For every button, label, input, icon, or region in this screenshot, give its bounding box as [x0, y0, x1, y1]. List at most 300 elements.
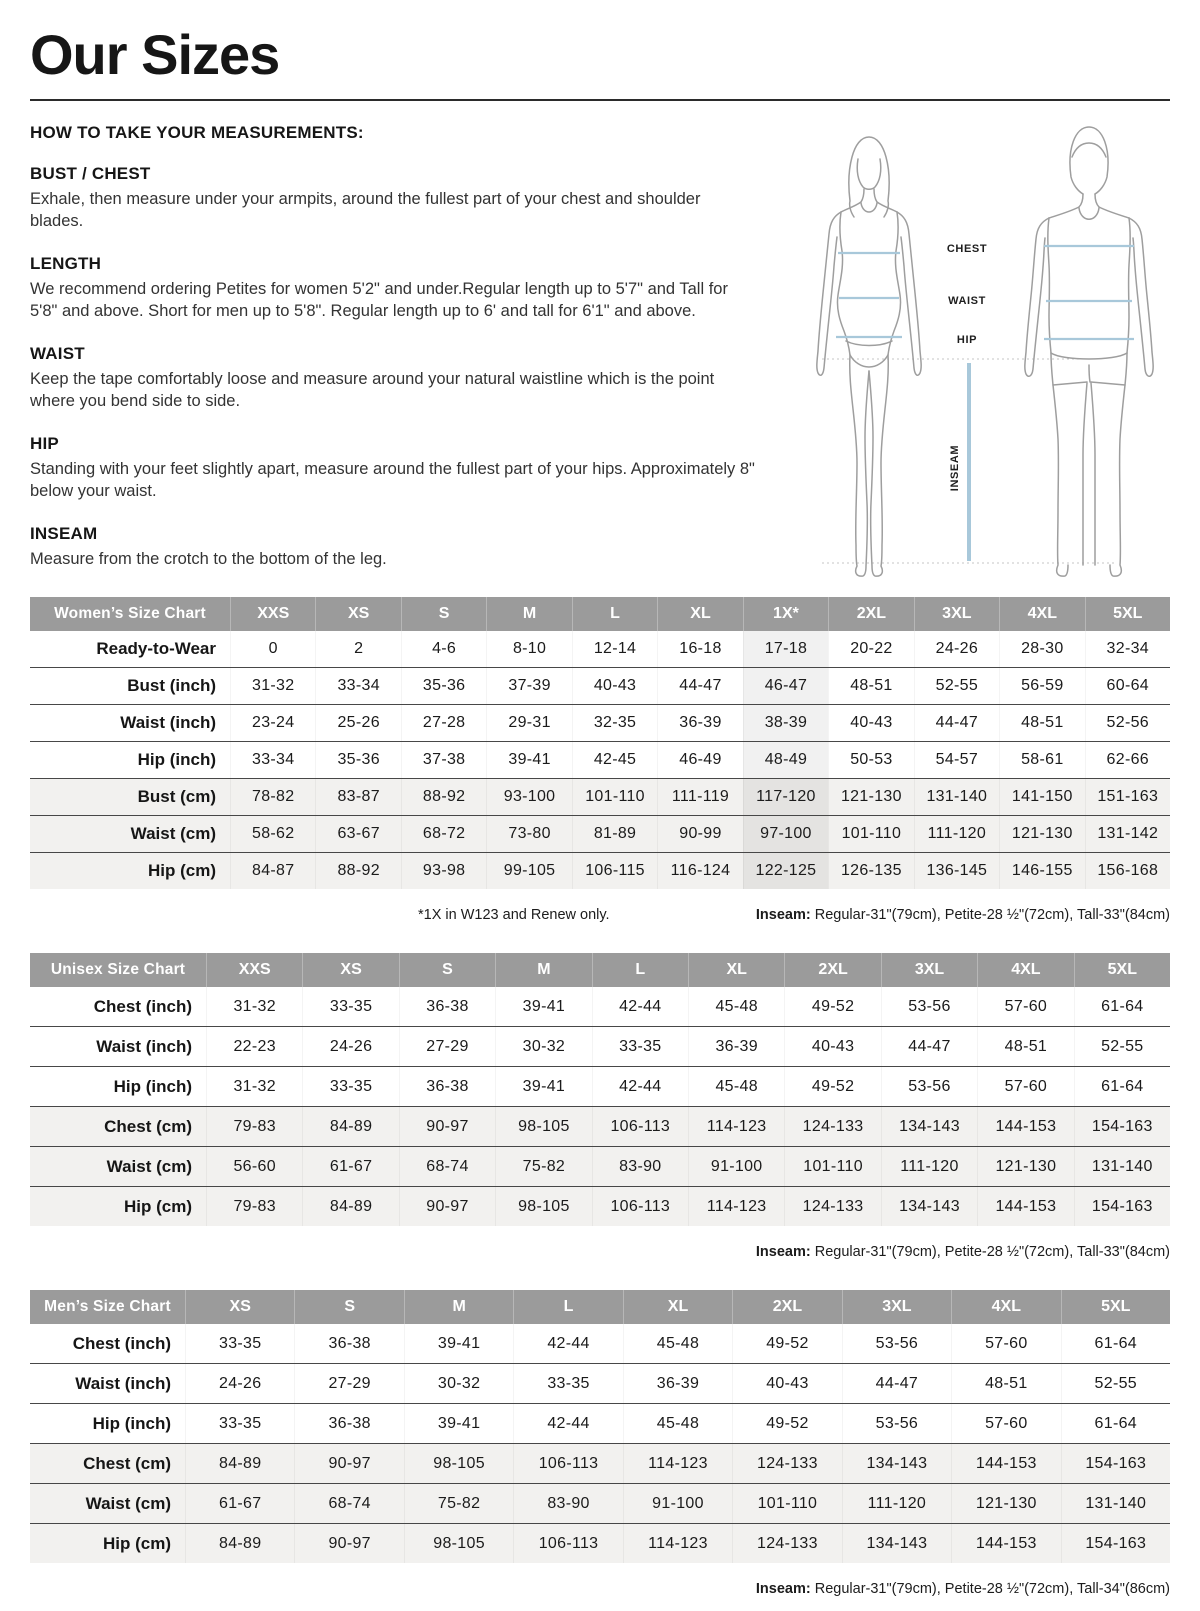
- row-label: Waist (inch): [120, 713, 216, 733]
- size-table-unisex: [30, 953, 1170, 1226]
- size-cell: 131-140: [1061, 1484, 1170, 1523]
- size-cell: 39-41: [495, 987, 591, 1026]
- column-header: XL: [623, 1290, 732, 1324]
- size-cell: 60-64: [1085, 668, 1170, 704]
- size-cell: 57-60: [951, 1324, 1060, 1363]
- size-cell: 44-47: [881, 1027, 977, 1066]
- column-header: XXS: [206, 953, 302, 987]
- size-cell: 35-36: [315, 742, 400, 778]
- size-cell: 40-43: [572, 668, 657, 704]
- size-cell: 61-64: [1061, 1404, 1170, 1443]
- size-cell: 24-26: [185, 1364, 294, 1403]
- size-cell: 121-130: [999, 816, 1084, 852]
- size-cell: 106-113: [592, 1107, 688, 1146]
- size-cell: 48-51: [828, 668, 913, 704]
- row-label: Ready-to-Wear: [96, 639, 216, 659]
- size-cell: 39-41: [404, 1404, 513, 1443]
- size-cell: 136-145: [914, 853, 999, 889]
- column-header: XS: [315, 597, 400, 631]
- size-cell: 93-100: [486, 779, 571, 815]
- table-header-row: [30, 953, 1170, 987]
- table-row: [30, 667, 1170, 704]
- size-cell: 0: [230, 631, 315, 667]
- size-cell: 78-82: [230, 779, 315, 815]
- size-cell: 49-52: [784, 1067, 880, 1106]
- size-table-mens: [30, 1290, 1170, 1563]
- inseam-footnote-label: Inseam:: [755, 1581, 811, 1598]
- size-table-womens: [30, 597, 1170, 889]
- size-cell: 124-133: [784, 1187, 880, 1226]
- size-cell: 33-35: [592, 1027, 688, 1066]
- column-header: M: [404, 1290, 513, 1324]
- size-cell: 154-163: [1074, 1187, 1170, 1226]
- table-row: [30, 1066, 1170, 1106]
- mens-table-footnotes: [30, 1581, 1170, 1597]
- size-cell: 57-60: [977, 1067, 1073, 1106]
- size-cell: 45-48: [623, 1404, 732, 1443]
- size-cell: 88-92: [315, 853, 400, 889]
- size-cell: 111-120: [842, 1484, 951, 1523]
- size-cell: 134-143: [842, 1524, 951, 1563]
- size-cell: 101-110: [784, 1147, 880, 1186]
- female-figure-outline: [817, 137, 921, 576]
- row-label: Bust (inch): [127, 676, 216, 696]
- row-label: Chest (cm): [83, 1453, 171, 1473]
- size-cell: 101-110: [828, 816, 913, 852]
- table-title: Women’s Size Chart: [54, 605, 206, 623]
- table-row: [30, 1443, 1170, 1483]
- womens-table-footnotes: [30, 907, 1170, 923]
- size-cell: 37-39: [486, 668, 571, 704]
- table-header-row: [30, 1290, 1170, 1324]
- size-cell: 40-43: [784, 1027, 880, 1066]
- size-cell: 79-83: [206, 1187, 302, 1226]
- size-cell: 98-105: [495, 1107, 591, 1146]
- section-inseam: [30, 524, 758, 571]
- size-cell: 144-153: [977, 1187, 1073, 1226]
- size-cell: 61-64: [1061, 1324, 1170, 1363]
- size-cell: 90-97: [294, 1524, 403, 1563]
- size-cell: 62-66: [1085, 742, 1170, 778]
- column-header: XS: [302, 953, 398, 987]
- size-cell: 124-133: [732, 1444, 841, 1483]
- size-cell: 61-64: [1074, 987, 1170, 1026]
- row-label: Hip (inch): [137, 750, 216, 770]
- size-cell: 121-130: [977, 1147, 1073, 1186]
- size-cell: 98-105: [495, 1187, 591, 1226]
- size-cell: 124-133: [732, 1524, 841, 1563]
- column-header: L: [572, 597, 657, 631]
- size-cell: 84-89: [302, 1107, 398, 1146]
- size-cell: 33-34: [315, 668, 400, 704]
- column-header: 4XL: [999, 597, 1084, 631]
- column-header: 5XL: [1061, 1290, 1170, 1324]
- size-cell: 40-43: [732, 1364, 841, 1403]
- table-row: [30, 1324, 1170, 1363]
- measurement-content: [30, 101, 1170, 571]
- table-row: [30, 815, 1170, 852]
- size-cell: 48-49: [743, 742, 828, 778]
- size-cell: 8-10: [486, 631, 571, 667]
- male-figure-outline: [1025, 127, 1153, 576]
- size-cell: 101-110: [732, 1484, 841, 1523]
- size-cell: 88-92: [401, 779, 486, 815]
- size-cell: 12-14: [572, 631, 657, 667]
- size-cell: 49-52: [732, 1324, 841, 1363]
- size-cell: 37-38: [401, 742, 486, 778]
- size-cell: 36-38: [399, 1067, 495, 1106]
- size-cell: 24-26: [914, 631, 999, 667]
- row-label: Bust (cm): [137, 787, 216, 807]
- size-cell: 91-100: [688, 1147, 784, 1186]
- size-cell: 134-143: [881, 1107, 977, 1146]
- column-header: L: [513, 1290, 622, 1324]
- inseam-footnote-label: Inseam:: [755, 1244, 811, 1261]
- size-cell: 49-52: [732, 1404, 841, 1443]
- size-cell: 42-45: [572, 742, 657, 778]
- size-cell: 83-90: [513, 1484, 622, 1523]
- table-row: [30, 631, 1170, 667]
- size-cell: 46-49: [657, 742, 742, 778]
- column-header: 1X*: [743, 597, 828, 631]
- size-cell: 44-47: [842, 1364, 951, 1403]
- size-cell: 154-163: [1061, 1524, 1170, 1563]
- size-cell: 57-60: [951, 1404, 1060, 1443]
- size-cell: 45-48: [688, 1067, 784, 1106]
- size-cell: 90-97: [399, 1187, 495, 1226]
- row-label: Waist (inch): [96, 1036, 192, 1056]
- size-cell: 122-125: [743, 853, 828, 889]
- size-cell: 27-28: [401, 705, 486, 741]
- size-cell: 91-100: [623, 1484, 732, 1523]
- size-cell: 106-113: [513, 1524, 622, 1563]
- size-cell: 4-6: [401, 631, 486, 667]
- size-cell: 33-35: [185, 1404, 294, 1443]
- row-label: Chest (inch): [72, 1333, 171, 1353]
- size-cell: 53-56: [842, 1324, 951, 1363]
- size-cell: 93-98: [401, 853, 486, 889]
- size-cell: 36-39: [657, 705, 742, 741]
- size-cell: 49-52: [784, 987, 880, 1026]
- size-cell: 61-67: [185, 1484, 294, 1523]
- row-label: Chest (inch): [93, 996, 192, 1016]
- section-body: Measure from the crotch to the bottom of the leg.: [30, 549, 387, 568]
- size-cell: 31-32: [206, 1067, 302, 1106]
- column-header: XXS: [230, 597, 315, 631]
- size-cell: 48-51: [999, 705, 1084, 741]
- row-label: Hip (inch): [92, 1413, 171, 1433]
- size-cell: 84-89: [302, 1187, 398, 1226]
- column-header: XL: [688, 953, 784, 987]
- column-header: L: [592, 953, 688, 987]
- table-title: Men’s Size Chart: [44, 1298, 171, 1316]
- size-cell: 114-123: [623, 1524, 732, 1563]
- section-body: Keep the tape comfortably loose and measure around your natural waistline which is the point where you bend side to side.: [30, 369, 715, 410]
- table-row: [30, 1523, 1170, 1563]
- size-cell: 52-55: [914, 668, 999, 704]
- size-cell: 106-115: [572, 853, 657, 889]
- size-cell: 114-123: [623, 1444, 732, 1483]
- size-cell: 56-59: [999, 668, 1084, 704]
- size-cell: 36-38: [399, 987, 495, 1026]
- row-label: Waist (cm): [85, 1493, 171, 1513]
- size-cell: 39-41: [486, 742, 571, 778]
- column-header: 5XL: [1085, 597, 1170, 631]
- size-cell: 33-35: [185, 1324, 294, 1363]
- size-cell: 42-44: [592, 1067, 688, 1106]
- size-cell: 44-47: [914, 705, 999, 741]
- size-cell: 114-123: [688, 1107, 784, 1146]
- section-title: LENGTH: [30, 253, 102, 273]
- size-cell: 36-39: [623, 1364, 732, 1403]
- table-row: [30, 741, 1170, 778]
- size-cell: 111-120: [914, 816, 999, 852]
- table-row: [30, 1026, 1170, 1066]
- size-cell: 30-32: [495, 1027, 591, 1066]
- size-cell: 56-60: [206, 1147, 302, 1186]
- inseam-footnote-text: Regular-31"(79cm), Petite-28 ½"(72cm), Tall-34"(86cm): [810, 1581, 1170, 1598]
- size-cell: 48-51: [977, 1027, 1073, 1066]
- column-header: M: [495, 953, 591, 987]
- inseam-footnote: [756, 907, 1170, 923]
- size-cell: 61-64: [1074, 1067, 1170, 1106]
- size-cell: 98-105: [404, 1444, 513, 1483]
- column-header: 5XL: [1074, 953, 1170, 987]
- size-cell: 61-67: [302, 1147, 398, 1186]
- size-cell: 57-60: [977, 987, 1073, 1026]
- size-cell: 144-153: [977, 1107, 1073, 1146]
- column-header: 3XL: [881, 953, 977, 987]
- unisex-table-footnotes: [30, 1244, 1170, 1260]
- size-cell: 68-74: [399, 1147, 495, 1186]
- body-diagram-figures: [806, 115, 1174, 585]
- size-cell: 54-57: [914, 742, 999, 778]
- size-cell: 52-56: [1085, 705, 1170, 741]
- column-header: 3XL: [842, 1290, 951, 1324]
- size-cell: 98-105: [404, 1524, 513, 1563]
- size-cell: 58-61: [999, 742, 1084, 778]
- size-cell: 131-140: [1074, 1147, 1170, 1186]
- size-cell: 90-99: [657, 816, 742, 852]
- table-row: [30, 1403, 1170, 1443]
- size-cell: 75-82: [495, 1147, 591, 1186]
- column-header: S: [399, 953, 495, 987]
- size-cell: 134-143: [842, 1444, 951, 1483]
- size-cell: 106-113: [592, 1187, 688, 1226]
- table-row: [30, 1483, 1170, 1523]
- size-cell: 121-130: [828, 779, 913, 815]
- page-title: Our Sizes: [30, 23, 280, 86]
- size-cell: 38-39: [743, 705, 828, 741]
- row-label: Hip (inch): [113, 1076, 192, 1096]
- size-cell: 131-142: [1085, 816, 1170, 852]
- size-cell: 84-87: [230, 853, 315, 889]
- size-cell: 154-163: [1061, 1444, 1170, 1483]
- size-cell: 50-53: [828, 742, 913, 778]
- size-cell: 73-80: [486, 816, 571, 852]
- size-cell: 53-56: [842, 1404, 951, 1443]
- table-row: [30, 778, 1170, 815]
- size-cell: 52-55: [1074, 1027, 1170, 1066]
- size-cell: 30-32: [404, 1364, 513, 1403]
- column-header: M: [486, 597, 571, 631]
- column-header: 3XL: [914, 597, 999, 631]
- size-cell: 35-36: [401, 668, 486, 704]
- size-cell: 27-29: [399, 1027, 495, 1066]
- inseam-footnote-label: Inseam:: [755, 907, 811, 924]
- size-cell: 33-35: [513, 1364, 622, 1403]
- size-cell: 63-67: [315, 816, 400, 852]
- size-cell: 81-89: [572, 816, 657, 852]
- size-cell: 16-18: [657, 631, 742, 667]
- size-cell: 79-83: [206, 1107, 302, 1146]
- column-header: XS: [185, 1290, 294, 1324]
- table-title: Unisex Size Chart: [50, 961, 186, 979]
- size-cell: 32-34: [1085, 631, 1170, 667]
- size-cell: 121-130: [951, 1484, 1060, 1523]
- size-cell: 48-51: [951, 1364, 1060, 1403]
- size-cell: 58-62: [230, 816, 315, 852]
- section-bust-chest: [30, 164, 758, 233]
- row-label: Hip (cm): [124, 1196, 192, 1216]
- table-row: [30, 1363, 1170, 1403]
- section-waist: [30, 344, 758, 413]
- row-label: Waist (cm): [106, 1156, 192, 1176]
- section-length: [30, 254, 758, 323]
- column-header: S: [294, 1290, 403, 1324]
- size-cell: 126-135: [828, 853, 913, 889]
- column-header: XL: [657, 597, 742, 631]
- size-cell: 156-168: [1085, 853, 1170, 889]
- size-cell: 53-56: [881, 987, 977, 1026]
- size-cell: 39-41: [404, 1324, 513, 1363]
- unisex-size-chart-section: [30, 953, 1170, 1260]
- section-body: Standing with your feet slightly apart, measure around the fullest part of your hips. Approximately 8" below your waist.: [30, 459, 755, 500]
- size-cell: 20-22: [828, 631, 913, 667]
- size-cell: 84-89: [185, 1524, 294, 1563]
- one-x-footnote: *1X in W123 and Renew only.: [418, 907, 610, 924]
- inseam-label: INSEAM: [949, 444, 961, 492]
- inseam-footnote-text: Regular-31"(79cm), Petite-28 ½"(72cm), Tall-33"(84cm): [810, 1244, 1170, 1261]
- size-cell: 23-24: [230, 705, 315, 741]
- table-row: [30, 1186, 1170, 1226]
- size-cell: 36-38: [294, 1404, 403, 1443]
- size-cell: 31-32: [230, 668, 315, 704]
- row-label: Hip (cm): [103, 1533, 171, 1553]
- hip-label: HIP: [956, 334, 978, 347]
- size-cell: 124-133: [784, 1107, 880, 1146]
- size-cell: 40-43: [828, 705, 913, 741]
- size-cell: 90-97: [294, 1444, 403, 1483]
- size-cell: 31-32: [206, 987, 302, 1026]
- size-cell: 45-48: [688, 987, 784, 1026]
- size-cell: 42-44: [592, 987, 688, 1026]
- column-header: 2XL: [732, 1290, 841, 1324]
- section-body: Exhale, then measure under your armpits, around the fullest part of your chest and shoulder blades.: [30, 190, 701, 231]
- table-row: [30, 987, 1170, 1026]
- size-cell: 39-41: [495, 1067, 591, 1106]
- size-cell: 101-110: [572, 779, 657, 815]
- section-body: We recommend ordering Petites for women 5'2" and under.Regular length up to 5'7" and Tall for 5'8" and above. Short for men up to 5'8". Regular length up to 6' and tall for 6'1" and above.: [30, 279, 728, 320]
- size-cell: 83-87: [315, 779, 400, 815]
- size-cell: 45-48: [623, 1324, 732, 1363]
- size-cell: 116-124: [657, 853, 742, 889]
- size-cell: 106-113: [513, 1444, 622, 1483]
- inseam-footnote-text: Regular-31"(79cm), Petite-28 ½"(72cm), Tall-33"(84cm): [810, 907, 1170, 924]
- instructions-heading: HOW TO TAKE YOUR MEASUREMENTS:: [30, 123, 364, 143]
- size-cell: 36-39: [688, 1027, 784, 1066]
- size-cell: 44-47: [657, 668, 742, 704]
- size-cell: 24-26: [302, 1027, 398, 1066]
- size-cell: 154-163: [1074, 1107, 1170, 1146]
- row-label: Chest (cm): [104, 1116, 192, 1136]
- chest-label: CHEST: [946, 243, 988, 256]
- waist-label: WAIST: [948, 295, 986, 308]
- inseam-footnote: [756, 1581, 1170, 1597]
- row-label: Waist (cm): [130, 824, 216, 844]
- size-cell: 52-55: [1061, 1364, 1170, 1403]
- column-header: S: [401, 597, 486, 631]
- size-cell: 42-44: [513, 1324, 622, 1363]
- size-cell: 68-72: [401, 816, 486, 852]
- row-label: Hip (cm): [148, 861, 216, 881]
- table-row: [30, 852, 1170, 889]
- section-title: HIP: [30, 433, 59, 453]
- size-cell: 33-35: [302, 1067, 398, 1106]
- size-cell: 144-153: [951, 1524, 1060, 1563]
- size-cell: 97-100: [743, 816, 828, 852]
- section-hip: [30, 434, 758, 503]
- column-header: 4XL: [977, 953, 1073, 987]
- size-cell: 53-56: [881, 1067, 977, 1106]
- size-cell: 28-30: [999, 631, 1084, 667]
- column-header: 2XL: [784, 953, 880, 987]
- measurement-instructions: [30, 101, 758, 570]
- section-title: BUST / CHEST: [30, 164, 151, 184]
- size-cell: 2: [315, 631, 400, 667]
- size-cell: 32-35: [572, 705, 657, 741]
- size-cell: 144-153: [951, 1444, 1060, 1483]
- size-cell: 90-97: [399, 1107, 495, 1146]
- size-cell: 22-23: [206, 1027, 302, 1066]
- size-cell: 111-119: [657, 779, 742, 815]
- table-header-row: [30, 597, 1170, 631]
- table-row: [30, 1146, 1170, 1186]
- size-cell: 17-18: [743, 631, 828, 667]
- size-cell: 25-26: [315, 705, 400, 741]
- size-cell: 151-163: [1085, 779, 1170, 815]
- measurement-diagram: [806, 115, 1174, 585]
- size-cell: 42-44: [513, 1404, 622, 1443]
- size-cell: 141-150: [999, 779, 1084, 815]
- size-cell: 83-90: [592, 1147, 688, 1186]
- size-cell: 75-82: [404, 1484, 513, 1523]
- section-title: WAIST: [30, 343, 85, 363]
- size-cell: 29-31: [486, 705, 571, 741]
- size-cell: 134-143: [881, 1187, 977, 1226]
- table-row: [30, 704, 1170, 741]
- inseam-footnote: [756, 1244, 1170, 1260]
- size-cell: 131-140: [914, 779, 999, 815]
- size-cell: 117-120: [743, 779, 828, 815]
- row-label: Waist (inch): [75, 1373, 171, 1393]
- size-cell: 46-47: [743, 668, 828, 704]
- size-cell: 68-74: [294, 1484, 403, 1523]
- table-row: [30, 1106, 1170, 1146]
- mens-size-chart-section: [30, 1290, 1170, 1597]
- size-cell: 36-38: [294, 1324, 403, 1363]
- size-cell: 27-29: [294, 1364, 403, 1403]
